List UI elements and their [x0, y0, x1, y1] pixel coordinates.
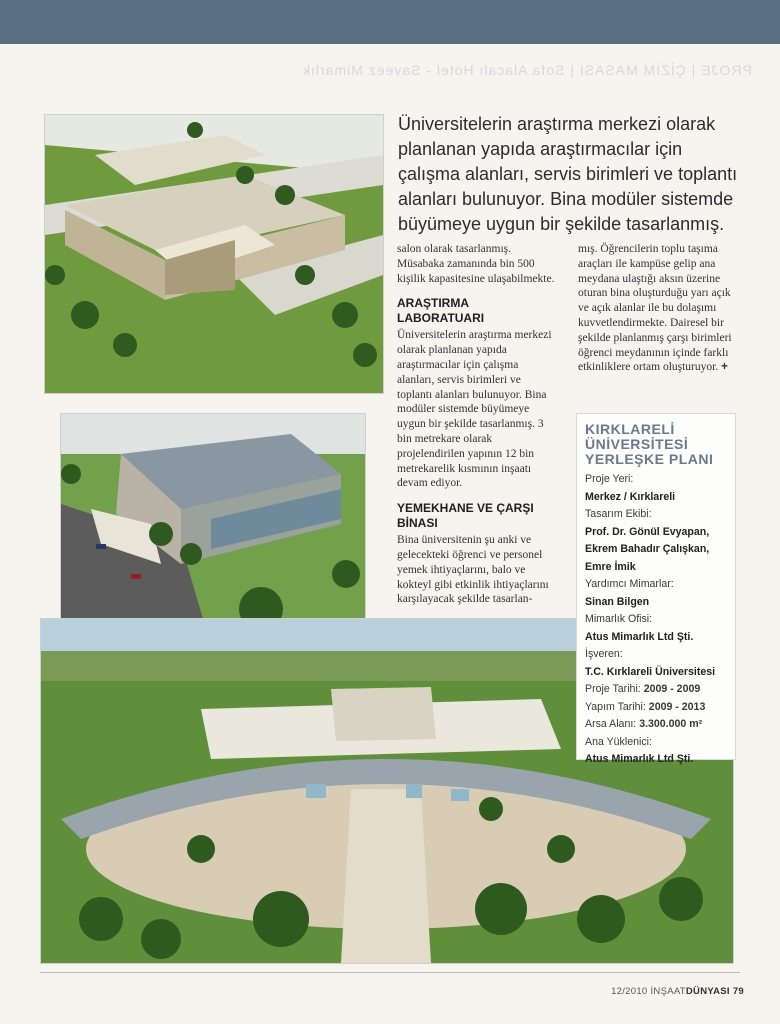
footer-rule [40, 972, 740, 973]
info-label: Yardımcı Mimarlar: [585, 578, 674, 590]
info-box-title [577, 414, 735, 471]
info-title-line-1: KIRKLARELİ [585, 421, 675, 437]
info-label: Mimarlık Ofisi: [585, 613, 653, 625]
info-label: Arsa Alanı: [585, 718, 637, 730]
info-value: Ekrem Bahadır Çalışkan, [585, 543, 710, 555]
pull-quote: Üniversitelerin araştırma merkezi olarak planlanan yapıda araştırmacılar için çalışma alanları, servis birimleri ve toplantı alanları bulunuyor. Bina modüler sistemde büyümeye uygun bir şekilde tasarlanmış. [398, 114, 738, 234]
body-column-2 [578, 242, 736, 375]
info-value: Atus Mimarlık Ltd Şti. [585, 630, 694, 643]
info-value: 3.300.000 m² [639, 718, 703, 730]
info-value: 2009 - 2013 [648, 700, 706, 713]
info-label: Proje Yeri: [585, 473, 634, 485]
info-value: 2009 - 2009 [643, 683, 701, 695]
body-column-1 [397, 242, 557, 607]
info-label: Tasarım Ekibi: [585, 508, 652, 520]
magazine-name-light: İNŞAAT [650, 986, 686, 997]
column1-intro-paragraph: salon olarak tasarlanmış. Müsabaka zamanında bin 500 kişilik kapasitesine ulaşabilmekte. [397, 243, 555, 285]
research-lab-render-image [44, 114, 384, 394]
info-value: Sinan Bilgen [585, 595, 650, 608]
page-number: 79 [732, 986, 744, 997]
info-row-inline [577, 716, 735, 734]
info-rows [577, 471, 735, 769]
info-title-line-3: YERLEŞKE PLANI [585, 451, 714, 467]
info-label: Proje Tarihi: [585, 683, 641, 695]
issue-date: 12/2010 [611, 986, 648, 997]
info-value: Prof. Dr. Gönül Evyapan, [585, 525, 710, 538]
show-through-header: PROJE | ÇİZİM MASASI | Sofa Alacalı Hotel - Saveez Mimarlık [302, 62, 752, 78]
column2-paragraph [578, 242, 736, 375]
info-row-inline [577, 681, 735, 699]
info-label: Ana Yüklenici: [585, 735, 652, 748]
info-title-line-2: ÜNİVERSİTESİ [585, 436, 689, 452]
dining-hall-heading: YEMEKHANE VE ÇARŞI BİNASI [397, 501, 534, 531]
top-color-bar [0, 0, 780, 44]
column2-text: mış. Öğrencilerin toplu taşıma araçları ile kampüse gelip ana meydana ulaştığı aksın üzerine oturan bina oluşturduğu yarı açık ve açık alanlar ile bu dolaşımı kuvvetlendirmekte. Dairesel bir şekilde planlanmış çarşı birimleri öğrenci meydanının içinde farklı etkinliklere ortam oluşturuyor. [578, 243, 732, 374]
magazine-name-bold: DÜNYASI [685, 986, 730, 997]
project-info-box [576, 413, 736, 765]
dining-hall-paragraph: Bina üniversitenin şu anki ve gelecekteki öğrenci ve personel yemek ihtiyaçlarını, balo ve kokteyl gibi etkinlik ihtiyaçlarını karşılayacak şekilde tasarlan- [397, 534, 549, 606]
info-value: Emre İmik [585, 560, 636, 573]
research-lab-heading: ARAŞTIRMA LABORATUARI [397, 296, 485, 326]
research-lab-paragraph: Üniversitelerin araştırma merkezi olarak planlanan yapıda araştırmacılar için çalışma alanları, servis birimleri ve toplantı alanları bulunuyor. Bina modüler sistemde büyümeye uygun bir şekilde tasarlanmış. 3 bin metrekare olarak projelendirilen yapının 12 bin metrekarelik kısmının inşaatı devam ediyor. [397, 329, 552, 490]
page-footer [611, 986, 744, 997]
info-value: Merkez / Kırklareli [585, 490, 676, 503]
info-label: İşveren: [585, 648, 623, 660]
dining-hall-render-image [60, 413, 366, 647]
info-row-inline [577, 699, 735, 717]
info-label: Yapım Tarihi: [585, 700, 646, 713]
info-value: Atus Mimarlık Ltd Şti. [585, 753, 694, 765]
end-mark: + [721, 361, 728, 374]
info-value: T.C. Kırklareli Üniversitesi [585, 665, 716, 678]
